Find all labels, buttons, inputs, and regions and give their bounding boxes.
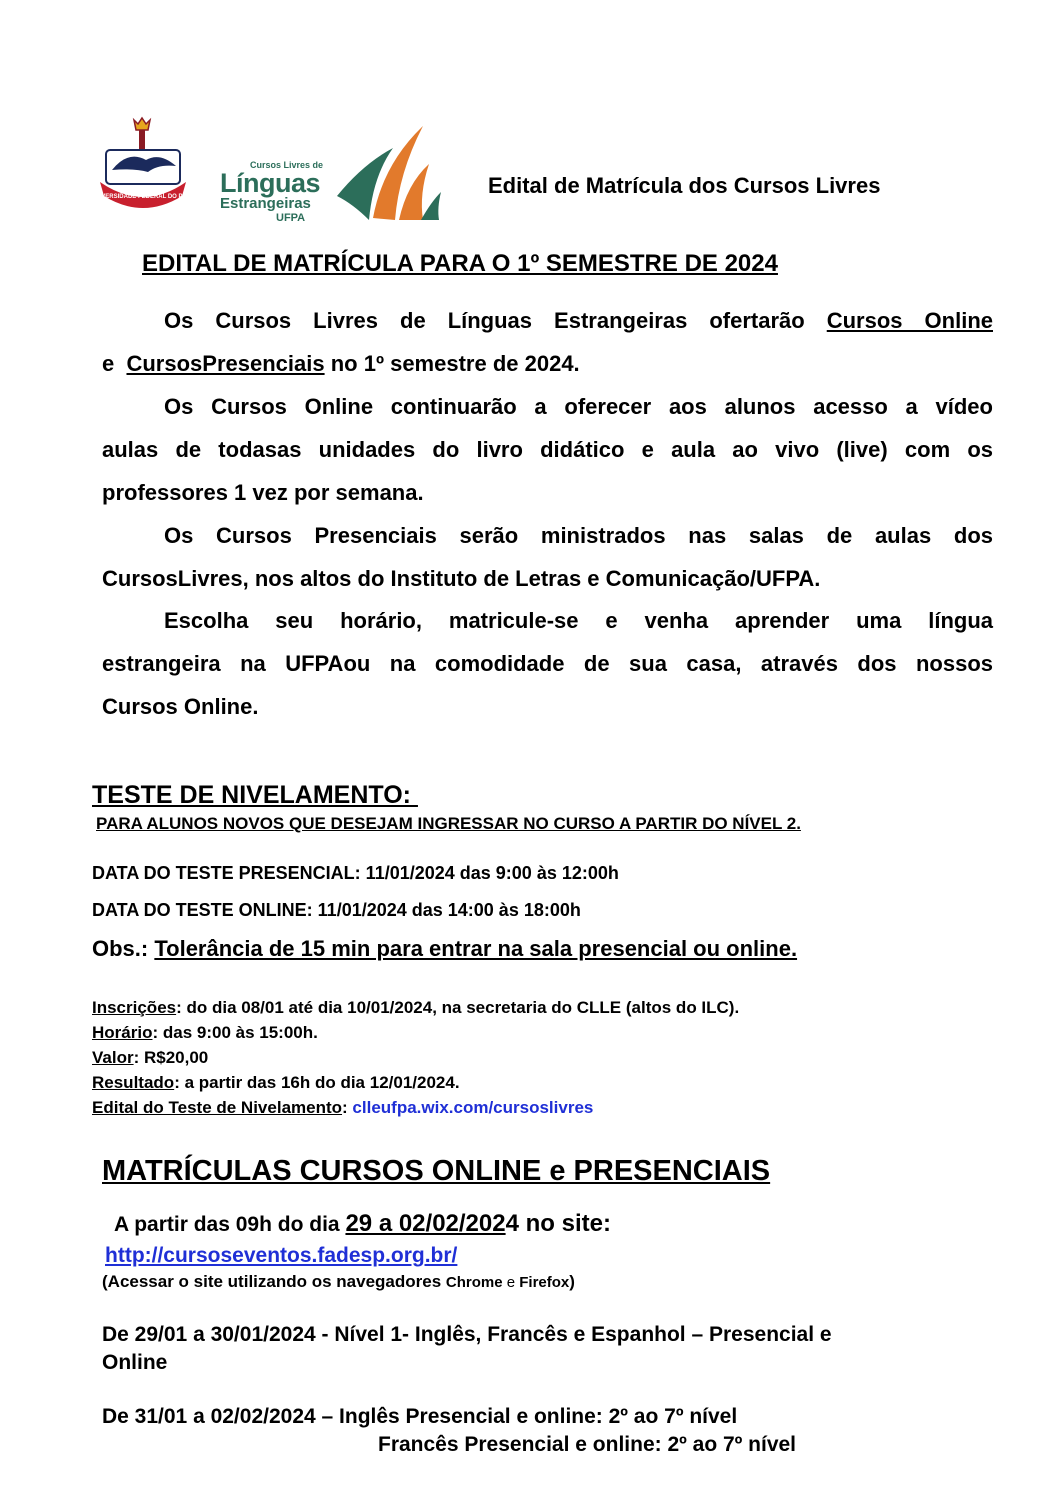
logo-mid-text: Estrangeiras (220, 195, 311, 212)
browser-note (102, 1272, 575, 1292)
from-text-b: 4 no site: (505, 1210, 611, 1237)
date-online: DATA DO TESTE ONLINE: 11/01/2024 das 14:00 às 18:00h (92, 900, 581, 920)
cursos-presenciais-link[interactable]: CursosPresenciais (126, 351, 325, 376)
edital-label: Edital do Teste de Nivelamento (92, 1098, 343, 1117)
valor-line (92, 1045, 739, 1070)
edital-sep: : (342, 1098, 353, 1117)
obs-label: Obs.: (92, 936, 155, 961)
placement-details (92, 995, 739, 1120)
period-2-line1: De 31/01 a 02/02/2024 – Inglês Presencial e online: 2º ao 7º nível (102, 1405, 738, 1428)
inscricoes-line (92, 995, 739, 1020)
intro-paragraph-3 (102, 514, 993, 600)
horario-label: Horário (92, 1023, 153, 1042)
intro-p4-line1: Escolha seu horário, matricule-se e venha aprender uma língua (164, 608, 993, 633)
horario-line (92, 1020, 739, 1045)
cursos-online-link[interactable]: Cursos Online (826, 308, 993, 333)
obs-line (92, 936, 797, 962)
resultado-label: Resultado (92, 1073, 175, 1092)
resultado-line (92, 1070, 739, 1095)
intro-p1-text: Os Cursos Livres de Línguas Estrangeiras ofertarão (164, 308, 805, 333)
period-1 (102, 1321, 832, 1377)
browser-chrome: Chrome (445, 1274, 503, 1291)
intro-paragraph-4 (102, 599, 993, 728)
browser-firefox: Firefox (519, 1274, 570, 1291)
from-dates: 29 a 02/02/202 (345, 1210, 506, 1237)
site-link[interactable]: http://cursoseventos.fadesp.org.br/ (105, 1244, 458, 1267)
sail-graphic (333, 124, 443, 224)
from-text-a: A partir das 09h do dia (114, 1213, 346, 1236)
valor-text: : R$20,00 (133, 1048, 209, 1067)
header-title: Edital de Matrícula dos Cursos Livres (488, 173, 881, 198)
valor-label: Valor (92, 1048, 134, 1067)
browser-close: ) (569, 1272, 575, 1291)
date-presencial: DATA DO TESTE PRESENCIAL: 11/01/2024 das 9:00 às 12:00h (92, 863, 619, 883)
placement-heading: TESTE DE NIVELAMENTO: (92, 781, 418, 809)
placement-subheading: PARA ALUNOS NOVOS QUE DESEJAM INGRESSAR NO CURSO A PARTIR DO NÍVEL 2. (96, 814, 801, 833)
inscricoes-text: : do dia 08/01 até dia 10/01/2024, na secretaria do CLLE (altos do ILC). (176, 998, 740, 1017)
intro-p1-conj: e (102, 351, 115, 376)
period-2 (102, 1403, 796, 1459)
intro-p3-line1: Os Cursos Presenciais serão ministrados nas salas de aulas dos (164, 523, 993, 548)
intro-p3-line2: CursosLivres, nos altos do Instituto de Letras e Comunicação/UFPA. (102, 566, 821, 591)
clle-logo (218, 124, 443, 224)
intro-paragraph-1 (102, 299, 993, 385)
intro-p2-line3: professores 1 vez por semana. (102, 480, 424, 505)
obs-text: Tolerância de 15 min para entrar na sala presencial ou online. (154, 936, 798, 961)
logo-big-text: Línguas (220, 168, 321, 198)
logo-ufpa-text: UFPA (276, 212, 306, 224)
resultado-text: : a partir das 16h do dia 12/01/2024. (174, 1073, 460, 1092)
browser-and: e (502, 1274, 520, 1291)
horario-text: : das 9:00 às 15:00h. (152, 1023, 318, 1042)
ufpa-seal (90, 116, 196, 216)
intro-paragraph-2 (102, 385, 993, 514)
page-title: EDITAL DE MATRÍCULA PARA O 1º SEMESTRE DE 2024 (142, 250, 778, 277)
period-1-line2: Online (102, 1351, 168, 1374)
period-1-line1: De 29/01 a 30/01/2024 - Nível 1- Inglês, Francês e Espanhol – Presencial e (102, 1323, 832, 1346)
intro-p2-line1: Os Cursos Online continuarão a oferecer aos alunos acesso a vídeo (164, 394, 993, 419)
intro-p4-line2: estrangeira na UFPAou na comodidade de sua casa, através dos nossos (102, 651, 993, 676)
intro-p4-line3: Cursos Online. (102, 694, 259, 719)
enrollment-from-line (114, 1210, 611, 1238)
intro-p1-end: no 1º semestre de 2024. (330, 351, 580, 376)
edital-link[interactable]: clleufpa.wix.com/cursoslivres (352, 1098, 594, 1117)
edital-line (92, 1095, 739, 1120)
inscricoes-label: Inscrições (92, 998, 177, 1017)
enrollment-heading: MATRÍCULAS CURSOS ONLINE e PRESENCIAIS (102, 1155, 771, 1187)
browser-text-a: (Acessar o site utilizando os navegadores (102, 1272, 446, 1291)
seal-text: UNIVERSIDADE FEDERAL DO PARÁ (90, 194, 196, 200)
intro-p2-line2: aulas de todasas unidades do livro didático e aula ao vivo (live) com os (102, 437, 993, 462)
period-2-line2: Francês Presencial e online: 2º ao 7º nível (378, 1433, 797, 1456)
logo-small-text: Cursos Livres de (250, 160, 324, 170)
